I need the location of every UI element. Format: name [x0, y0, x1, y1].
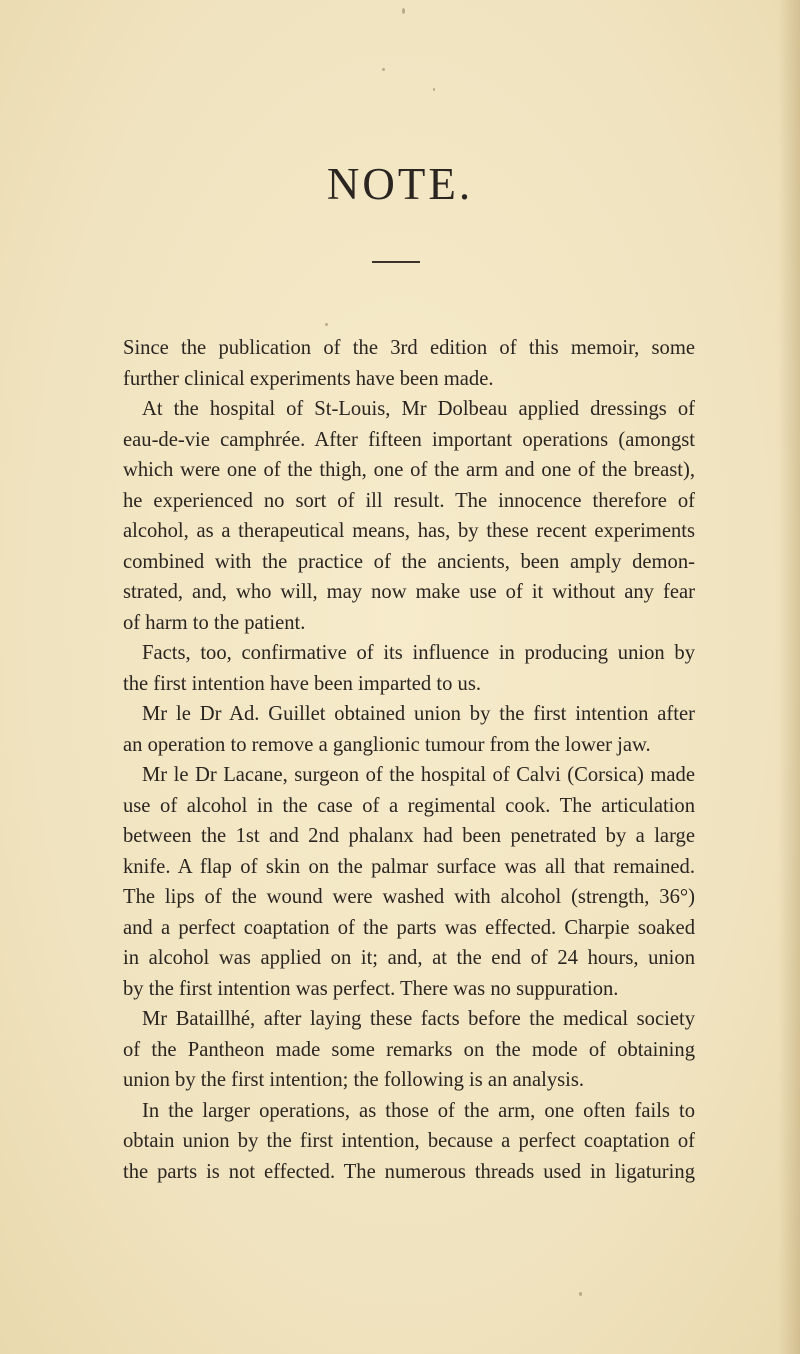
text-line: further clinical experiments have been made.	[123, 367, 494, 390]
text-line: combined with the practice of the ancients, been amply demon-	[123, 550, 695, 573]
page-title: NOTE.	[326, 159, 474, 209]
text-line: between the 1st and 2nd phalanx had been penetrated by a large	[123, 825, 695, 847]
text-line: eau-de-vie camphrée. After fifteen important operations (amongst	[123, 428, 695, 451]
text-line: the first intention have been imparted to us.	[123, 672, 482, 695]
text-line: knife. A flap of skin on the palmar surface was all that remained.	[123, 855, 695, 878]
paper-speck	[579, 1292, 582, 1296]
text-line: At the hospital of St-Louis, Mr Dolbeau applied dressings of	[142, 398, 695, 420]
title-divider	[372, 261, 420, 263]
text-line: which were one of the thigh, one of the arm and one of the breast),	[123, 459, 695, 481]
note-body	[123, 333, 695, 1187]
text-line: Mr Bataillhé, after laying these facts before the medical society	[142, 1008, 695, 1030]
text-line: he experienced no sort of ill result. The innocence therefore of	[123, 489, 695, 512]
text-line: of the Pantheon made some remarks on the mode of obtaining	[123, 1038, 695, 1061]
paper-speck	[382, 68, 385, 71]
text-line: union by the first intention; the following is an analysis.	[123, 1069, 585, 1091]
paper-speck	[325, 323, 328, 326]
text-line: The lips of the wound were washed with alcohol (strength, 36°)	[123, 886, 695, 908]
text-line: in alcohol was applied on it; and, at the end of 24 hours, union	[123, 947, 695, 969]
text-line: by the first intention was perfect. There was no suppuration.	[123, 977, 619, 1000]
text-line: Mr le Dr Ad. Guillet obtained union by the first intention after	[142, 703, 695, 725]
paper-speck	[402, 8, 405, 14]
text-line: strated, and, who will, may now make use of it without any fear	[123, 581, 695, 603]
text-line: Facts, too, confirmative of its influence in producing union by	[142, 642, 695, 664]
paper-speck	[433, 88, 435, 91]
text-line: an operation to remove a ganglionic tumour from the lower jaw.	[123, 733, 651, 756]
text-line: of harm to the patient.	[123, 611, 306, 634]
text-line: obtain union by the first intention, because a perfect coaptation of	[123, 1130, 695, 1152]
text-line: use of alcohol in the case of a regimental cook. The articulation	[123, 794, 695, 817]
text-line: Since the publication of the 3rd edition of this memoir, some	[123, 337, 695, 359]
text-line: alcohol, as a therapeutical means, has, by these recent experiments	[123, 520, 695, 542]
text-line: Mr le Dr Lacane, surgeon of the hospital of Calvi (Corsica) made	[142, 764, 695, 786]
text-line: In the larger operations, as those of the arm, one often fails to	[142, 1099, 695, 1122]
text-line: and a perfect coaptation of the parts was effected. Charpie soaked	[123, 916, 695, 939]
text-line: the parts is not effected. The numerous threads used in ligaturing	[123, 1160, 695, 1183]
